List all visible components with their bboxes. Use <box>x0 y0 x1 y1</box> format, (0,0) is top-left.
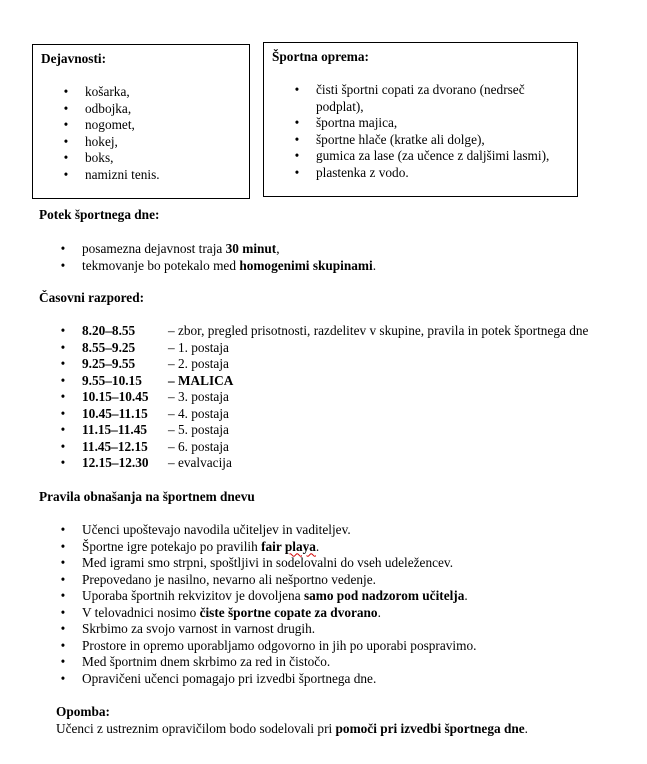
schedule-list <box>60 323 589 472</box>
bullet-icon: • <box>60 241 66 256</box>
bullet-icon: • <box>63 133 69 149</box>
bullet-icon: • <box>294 115 300 130</box>
list-item: • čisti športni copati za dvorano (nedrseč podplat), <box>316 82 566 115</box>
list-item: • Med igrami smo strpni, spoštljivi in sodelovalni do vseh udeležencev. <box>82 555 476 572</box>
bullet-icon: • <box>60 588 66 603</box>
equipment-title: Športna oprema: <box>272 49 369 64</box>
schedule-row: • 10.45–11.15 – 4. postaja <box>82 406 588 423</box>
activities-list <box>63 84 160 183</box>
schedule-row: • 9.55–10.15 – MALICA <box>82 373 588 390</box>
bullet-icon: • <box>63 84 69 99</box>
bullet-icon: • <box>60 339 66 355</box>
course-title: Potek športnega dne: <box>39 207 160 222</box>
activities-box <box>32 44 250 199</box>
list-item: • Uporaba športnih rekvizitov je dovoljena samo pod nadzorom učitelja. <box>82 588 476 605</box>
bullet-icon: • <box>60 455 66 470</box>
bullet-icon: • <box>60 555 66 570</box>
bullet-icon: • <box>60 356 66 371</box>
note-text: Učenci z ustreznim opravičilom bodo sodelovali pri pomoči pri izvedbi športnega dne. <box>56 721 528 736</box>
activities-title: Dejavnosti: <box>41 51 106 66</box>
schedule-row: • 8.20–8.55 – zbor, pregled prisotnosti, razdelitev v skupine, pravila in potek športnega dne <box>82 323 588 340</box>
bullet-icon: • <box>60 538 66 554</box>
bullet-icon: • <box>60 522 66 537</box>
schedule-row: • 9.25–9.55 – 2. postaja <box>82 356 588 373</box>
note-title: Opomba: <box>56 704 110 719</box>
bullet-icon: • <box>294 131 300 147</box>
rules-title: Pravila obnašanja na športnem dnevu <box>39 489 255 504</box>
schedule-row: • 10.15–10.45 – 3. postaja <box>82 389 588 406</box>
bullet-icon: • <box>60 604 66 620</box>
bullet-icon: • <box>60 405 66 421</box>
list-item: • odbojka, <box>85 101 160 118</box>
bullet-icon: • <box>60 389 66 404</box>
list-item: • Prepovedano je nasilno, nevarno ali nešportno vedenje. <box>82 572 476 589</box>
bullet-icon: • <box>60 654 66 669</box>
bullet-icon: • <box>294 82 300 97</box>
list-item: • V telovadnici nosimo čiste športne copate za dvorano. <box>82 605 476 622</box>
equipment-box <box>263 42 578 197</box>
list-item: • Med športnim dnem skrbimo za red in čistočo. <box>82 654 476 671</box>
rules-list <box>60 522 477 687</box>
bullet-icon: • <box>63 166 69 182</box>
schedule-row: • 11.15–11.45 – 5. postaja <box>82 422 588 439</box>
bullet-icon: • <box>60 422 66 437</box>
list-item: • posamezna dejavnost traja 30 minut, <box>82 241 376 258</box>
list-item: • športne hlače (kratke ali dolge), <box>316 132 566 149</box>
bullet-icon: • <box>63 150 69 165</box>
bullet-icon: • <box>60 257 66 273</box>
list-item: • Opravičeni učenci pomagajo pri izvedbi športnega dne. <box>82 671 476 688</box>
list-item: • hokej, <box>85 134 160 151</box>
list-item: • nogomet, <box>85 117 160 134</box>
list-item: • Športne igre potekajo po pravilih fair playa. <box>82 539 476 556</box>
bullet-icon: • <box>60 571 66 587</box>
list-item: • Prostore in opremo uporabljamo odgovorno in jih po uporabi pospravimo. <box>82 638 476 655</box>
list-item: • Skrbimo za svojo varnost in varnost drugih. <box>82 621 476 638</box>
list-item: • boks, <box>85 150 160 167</box>
bullet-icon: • <box>63 117 69 132</box>
list-item: • namizni tenis. <box>85 167 160 184</box>
schedule-row: • 8.55–9.25 – 1. postaja <box>82 340 588 357</box>
spellcheck-underline: playa <box>284 538 316 554</box>
list-item: • športna majica, <box>316 115 566 132</box>
bullet-icon: • <box>60 438 66 454</box>
bullet-icon: • <box>60 372 66 388</box>
list-item: • gumica za lase (za učence z daljšimi lasmi), <box>316 148 566 165</box>
bullet-icon: • <box>294 164 300 180</box>
list-item: • košarka, <box>85 84 160 101</box>
bullet-icon: • <box>60 670 66 686</box>
bullet-icon: • <box>60 637 66 653</box>
schedule-row: • 12.15–12.30 – evalvacija <box>82 455 588 472</box>
list-item: • plastenka z vodo. <box>316 165 566 182</box>
course-list <box>60 241 377 274</box>
list-item: • Učenci upoštevajo navodila učiteljev in vaditeljev. <box>82 522 476 539</box>
equipment-list <box>294 82 566 181</box>
bullet-icon: • <box>63 100 69 116</box>
schedule-title: Časovni razpored: <box>39 290 145 305</box>
list-item: • tekmovanje bo potekalo med homogenimi skupinami. <box>82 258 376 275</box>
bullet-icon: • <box>294 148 300 163</box>
bullet-icon: • <box>60 323 66 338</box>
bullet-icon: • <box>60 621 66 636</box>
schedule-row: • 11.45–12.15 – 6. postaja <box>82 439 588 456</box>
